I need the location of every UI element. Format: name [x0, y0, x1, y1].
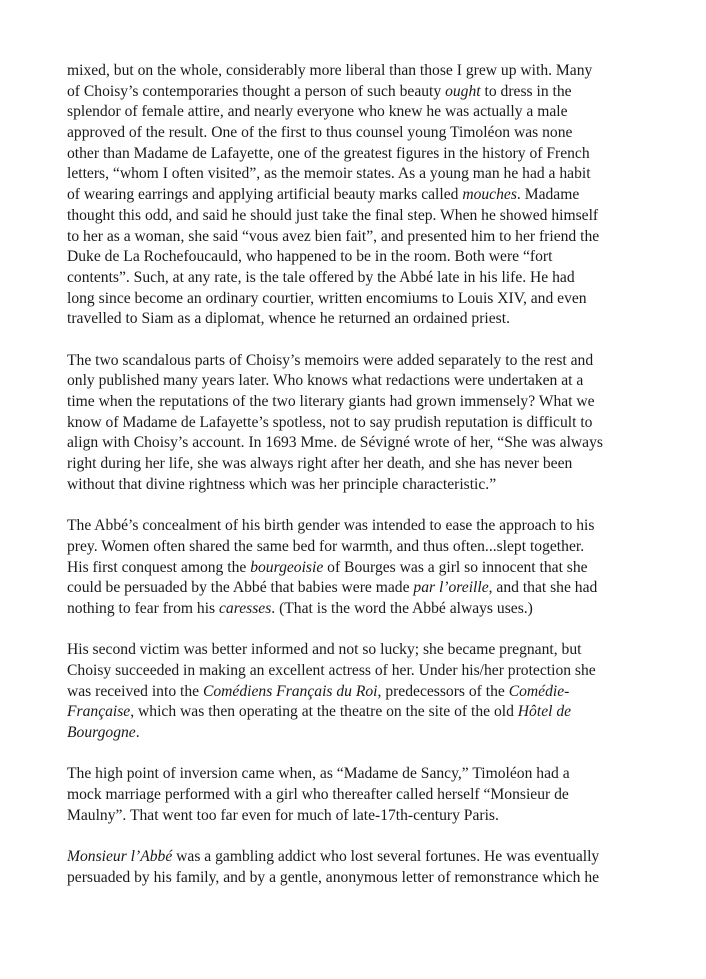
text-run: , predecessors of the [377, 682, 509, 700]
paragraph [67, 640, 647, 743]
text-line [67, 806, 647, 827]
text-run: His second victim was better informed and not so lucky; she became pregnant, but [67, 641, 582, 659]
italic-text: Bourgogne [67, 724, 136, 741]
text-run: was received into the [67, 682, 203, 700]
text-line [67, 61, 647, 82]
text-line [67, 185, 647, 206]
text-run: was a gambling addict who lost several fortunes. He was eventually [172, 848, 600, 866]
text-run: The high point of inversion came when, as “Madame de Sancy,” Timoléon had a [67, 765, 570, 783]
text-line [67, 661, 647, 682]
text-line [67, 723, 647, 744]
italic-text: bourgeoisie [250, 558, 324, 576]
italic-text: ought [445, 82, 481, 100]
text-line [67, 475, 647, 496]
text-run: Choisy succeeded in making an excellent actress of her. Under his/her protection she [67, 661, 596, 679]
text-run: could be persuaded by the Abbé that babies were made [67, 579, 414, 597]
text-line [67, 392, 647, 413]
text-run: The Abbé’s concealment of his birth gender was intended to ease the approach to his [67, 517, 595, 535]
text-line [67, 268, 647, 289]
text-line [67, 578, 647, 599]
text-run: of Bourges was a girl so innocent that she [323, 558, 588, 576]
text-run: only published many years later. Who knows what redactions were undertaken at a [67, 372, 584, 390]
text-line [67, 454, 647, 475]
paragraph [67, 351, 647, 496]
text-run: time when the reputations of the two literary giants had grown immensely? What we [67, 393, 595, 410]
text-run: without that divine rightness which was her principle characteristic.” [67, 475, 497, 493]
text-run: mixed, but on the whole, considerably more liberal than those I grew up with. Many [67, 62, 593, 79]
text-run: of Choisy’s contemporaries thought a person of such beauty [67, 82, 446, 100]
italic-text: Comédiens Français du Roi [202, 682, 378, 700]
italic-text: caresses [219, 599, 272, 617]
text-line [67, 413, 647, 434]
text-run: . Madame [516, 186, 580, 204]
paragraph [67, 516, 647, 619]
text-run: approved of the result. One of the first to thus counsel young Timoléon was none [67, 124, 573, 142]
italic-text: mouches [462, 186, 517, 204]
text-run: thought this odd, and said he should just take the final step. When he showed himself [67, 206, 599, 224]
text-run: to dress in the [480, 82, 572, 100]
document-page [67, 61, 647, 909]
italic-text: par l’oreille [413, 579, 489, 597]
paragraph [67, 61, 647, 330]
text-line [67, 102, 647, 123]
text-line [67, 144, 647, 165]
text-run: . (That is the word the Abbé always uses.) [271, 599, 533, 617]
text-run: nothing to fear from his [67, 599, 220, 617]
text-line [67, 123, 647, 144]
text-run: travelled to Siam as a diplomat, whence he returned an ordained priest. [67, 310, 510, 328]
text-run: His first conquest among the [67, 558, 251, 576]
text-line [67, 847, 647, 868]
text-line [67, 206, 647, 227]
text-run: contents”. Such, at any rate, is the tale offered by the Abbé late in his life. He had [67, 268, 575, 286]
text-run: of wearing earrings and applying artificial beauty marks called [67, 186, 463, 204]
italic-text: Française [67, 703, 131, 721]
text-line [67, 247, 647, 268]
text-run: right during her life, she was always right after her death, and she has never been [67, 455, 573, 473]
paragraph [67, 764, 647, 826]
text-line [67, 351, 647, 372]
text-run: The two scandalous parts of Choisy’s memoirs were added separately to the rest and [67, 351, 594, 369]
text-line [67, 764, 647, 785]
text-run: . [135, 724, 140, 741]
text-run: Duke de La Rochefoucauld, who happened to be in the room. Both were “fort [67, 248, 553, 266]
text-line [67, 640, 647, 661]
italic-text: Hôtel de [517, 703, 572, 721]
text-run: know of Madame de Lafayette’s spotless, not to say prudish reputation is difficult to [67, 413, 593, 431]
text-line [67, 558, 647, 579]
text-run: , and that she had [488, 579, 598, 597]
text-run: , which was then operating at the theatre on the site of the old [130, 703, 518, 721]
text-line [67, 537, 647, 558]
text-line [67, 309, 647, 330]
italic-text: Comédie- [508, 682, 570, 700]
text-line [67, 599, 647, 620]
paragraph [67, 847, 647, 888]
text-run: mock marriage performed with a girl who thereafter called herself “Monsieur de [67, 786, 569, 804]
text-run: letters, “whom I often visited”, as the memoir states. As a young man he had a habit [67, 165, 591, 183]
text-line [67, 227, 647, 248]
text-line [67, 82, 647, 103]
text-line [67, 868, 647, 889]
text-line [67, 164, 647, 185]
italic-text: Monsieur l’Abbé [67, 848, 173, 866]
text-run: prey. Women often shared the same bed for warmth, and thus often...slept together. [67, 537, 585, 555]
text-line [67, 289, 647, 310]
text-run: persuaded by his family, and by a gentle, anonymous letter of remonstrance which he [67, 868, 600, 886]
text-line [67, 702, 647, 723]
text-line [67, 682, 647, 703]
text-run: long since become an ordinary courtier, written encomiums to Louis XIV, and even [67, 289, 587, 307]
text-line [67, 516, 647, 537]
text-run: Maulny”. That went too far even for much of late-17th-century Paris. [67, 806, 499, 824]
text-line [67, 371, 647, 392]
text-run: align with Choisy’s account. In 1693 Mme. de Sévigné wrote of her, “She was always [67, 434, 603, 452]
text-run: other than Madame de Lafayette, one of the greatest figures in the history of French [67, 144, 590, 162]
text-line [67, 785, 647, 806]
text-run: to her as a woman, she said “vous avez bien fait”, and presented him to her friend the [67, 227, 600, 245]
text-line [67, 433, 647, 454]
text-run: splendor of female attire, and nearly everyone who knew he was actually a male [67, 103, 568, 121]
